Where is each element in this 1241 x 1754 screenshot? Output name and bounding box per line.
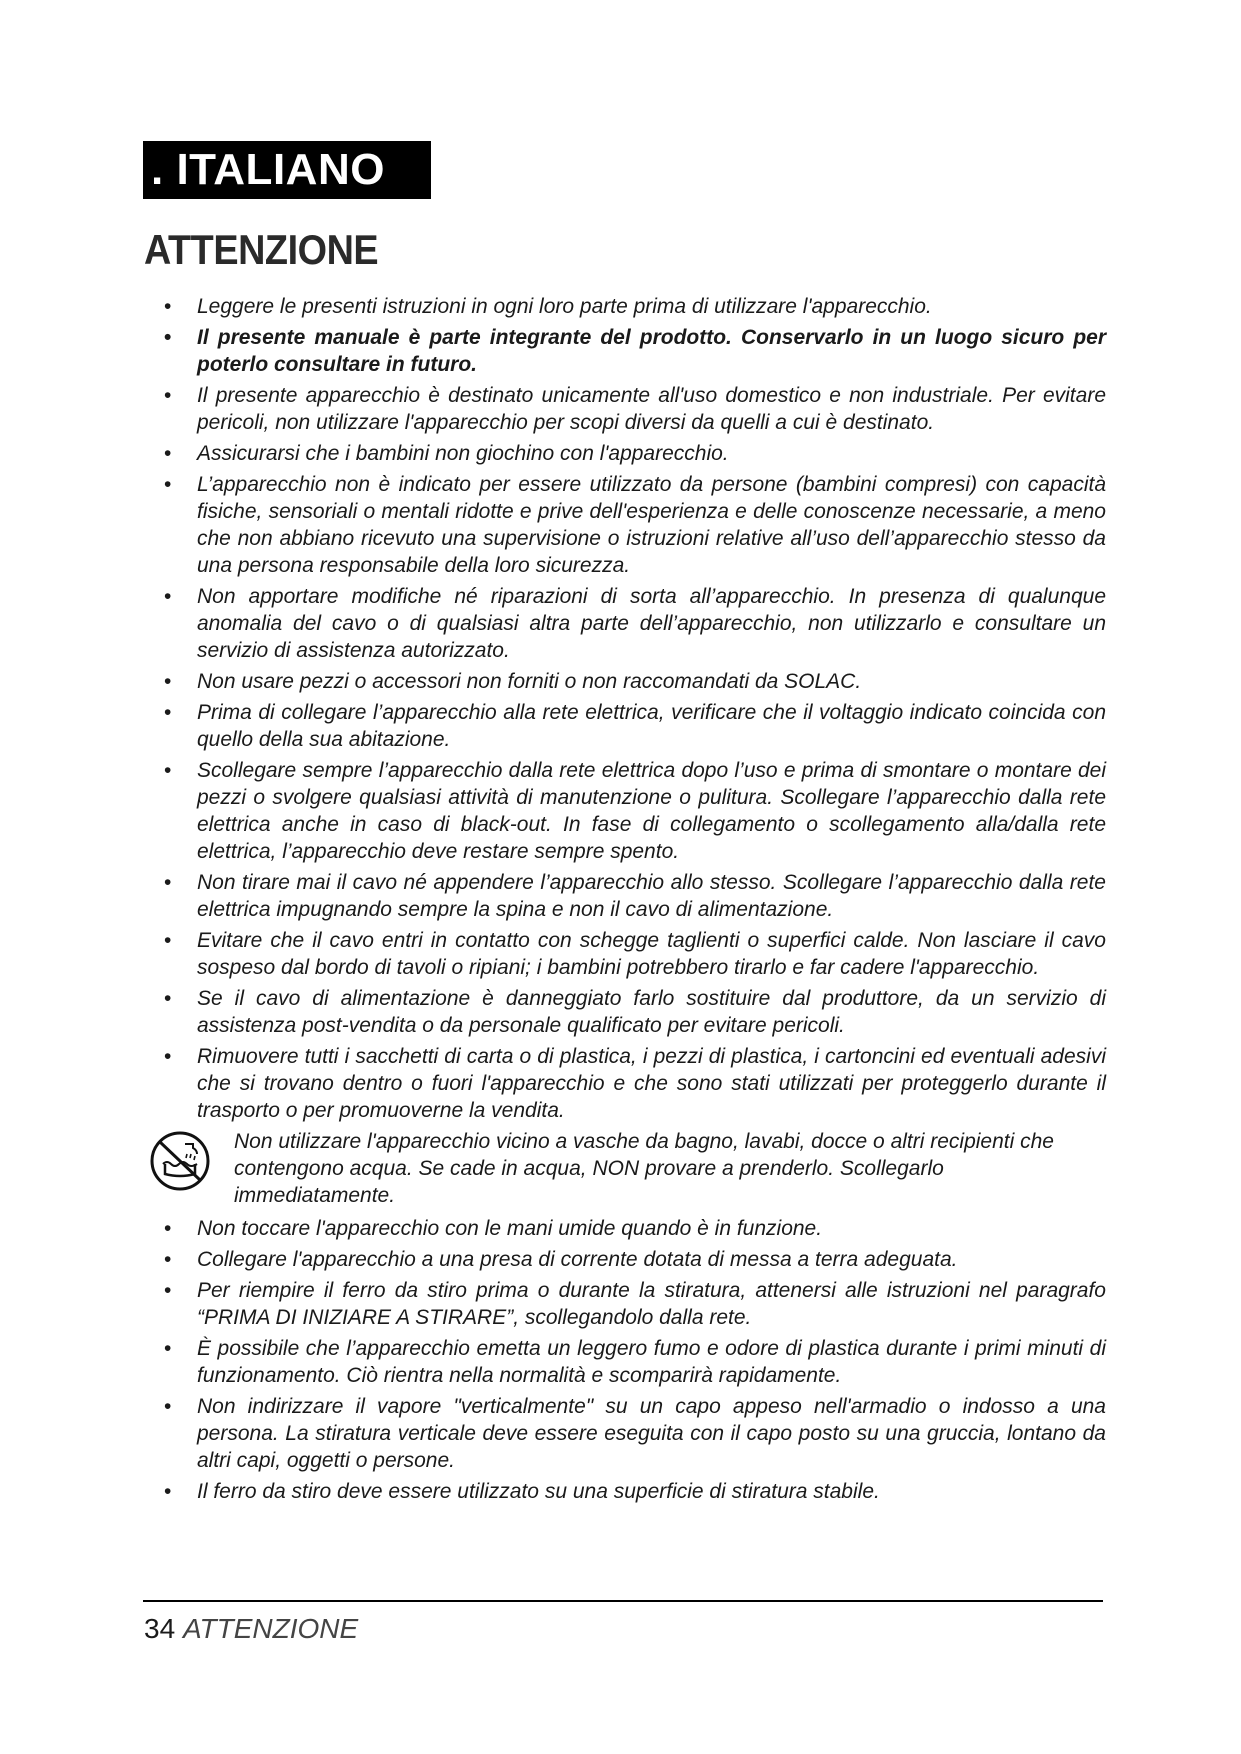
warning-item: • Leggere le presenti istruzioni in ogni loro parte prima di utilizzare l'apparecchio.	[164, 293, 1106, 320]
warnings-content	[164, 293, 1106, 1509]
warning-item: • Assicurarsi che i bambini non giochino con l'apparecchio.	[164, 440, 1106, 467]
footer-divider	[143, 1600, 1103, 1602]
page-number: 34	[144, 1613, 176, 1644]
warning-item: • Il ferro da stiro deve essere utilizzato su una superficie di stiratura stabile.	[164, 1478, 1106, 1505]
warnings-list-2	[164, 1215, 1106, 1505]
warnings-list-1	[164, 293, 1106, 1124]
warning-item: • Non tirare mai il cavo né appendere l’apparecchio allo stesso. Scollegare l’apparecchio dalla rete elettrica impugnando sempre la spina e non il cavo di alimentazione.	[164, 869, 1106, 923]
warning-item: • Per riempire il ferro da stiro prima o durante la stiratura, attenersi alle istruzioni nel paragrafo “PRIMA DI INIZIARE A STIRARE”, scollegandolo dalla rete.	[164, 1277, 1106, 1331]
warning-item: • Collegare l'apparecchio a una presa di corrente dotata di messa a terra adeguata.	[164, 1246, 1106, 1273]
language-banner: . ITALIANO	[143, 141, 431, 199]
warning-item: • Non usare pezzi o accessori non forniti o non raccomandati da SOLAC.	[164, 668, 1106, 695]
warning-item: • Non indirizzare il vapore "verticalmente" su un capo appeso nell'armadio o indosso a una persona. La stiratura verticale deve essere eseguita con il capo posto su una gruccia, lontano da altri capi, oggetti o persone.	[164, 1393, 1106, 1474]
page-title: ATTENZIONE	[144, 226, 379, 273]
warning-item: • Prima di collegare l’apparecchio alla rete elettrica, verificare che il voltaggio indicato coincida con quello della sua abitazione.	[164, 699, 1106, 753]
warning-item: • Rimuovere tutti i sacchetti di carta o di plastica, i pezzi di plastica, i cartoncini ed eventuali adesivi che si trovano dentro o fuori l'apparecchio e che sono stati utilizzati per proteggerlo durante il trasporto o per promuoverne la vendita.	[164, 1043, 1106, 1124]
warning-item: • Non apportare modifiche né riparazioni di sorta all’apparecchio. In presenza di qualunque anomalia del cavo o di qualsiasi altra parte dell’apparecchio, non utilizzarlo e consultare un servizio di assistenza autorizzato.	[164, 583, 1106, 664]
warning-item: • Se il cavo di alimentazione è danneggiato farlo sostituire dal produttore, da un servizio di assistenza post-vendita o da personale qualificato per evitare pericoli.	[164, 985, 1106, 1039]
warning-item: • Il presente apparecchio è destinato unicamente all'uso domestico e non industriale. Per evitare pericoli, non utilizzare l'apparecchio per scopi diversi da quelli a cui è destinato.	[164, 382, 1106, 436]
warning-item: • Non toccare l'apparecchio con le mani umide quando è in funzione.	[164, 1215, 1106, 1242]
warning-item: • Il presente manuale è parte integrante del prodotto. Conservarlo in un luogo sicuro per poterlo consultare in futuro.	[164, 324, 1106, 378]
page-footer	[144, 1612, 358, 1646]
warning-item: • L’apparecchio non è indicato per essere utilizzato da persone (bambini compresi) con capacità fisiche, sensoriali o mentali ridotte e prive dell'esperienza e delle conoscenze necessarie, a meno che non abbiano ricevuto una supervisione o istruzioni relative all’uso dell’apparecchio stesso da una persona responsabile della loro sicurezza.	[164, 471, 1106, 579]
warning-item: • Evitare che il cavo entri in contatto con schegge taglienti o superfici calde. Non lasciare il cavo sospeso dal bordo di tavoli o ripiani; i bambini potrebbero tirarlo e far cadere l'apparecchio.	[164, 927, 1106, 981]
no-water-bath-icon	[147, 1130, 213, 1192]
warning-item: • Scollegare sempre l’apparecchio dalla rete elettrica dopo l’uso e prima di smontare o montare dei pezzi o svolgere qualsiasi attività di manutenzione o pulitura. Scollegare l’apparecchio dalla rete elettrica anche in caso di black-out. In fase di collegamento o scollegamento alla/dalla rete elettrica, l’apparecchio deve restare sempre spento.	[164, 757, 1106, 865]
footer-section-title: ATTENZIONE	[182, 1613, 359, 1644]
water-warning-text: Non utilizzare l'apparecchio vicino a vasche da bagno, lavabi, docce o altri recipienti che contengono acqua. Se cade in acqua, NON provare a prenderlo. Scollegarlo immediatamente.	[234, 1130, 1054, 1207]
warning-item: • È possibile che l’apparecchio emetta un leggero fumo e odore di plastica durante i primi minuti di funzionamento. Ciò rientra nella normalità e scomparirà rapidamente.	[164, 1335, 1106, 1389]
water-warning	[164, 1128, 1106, 1209]
